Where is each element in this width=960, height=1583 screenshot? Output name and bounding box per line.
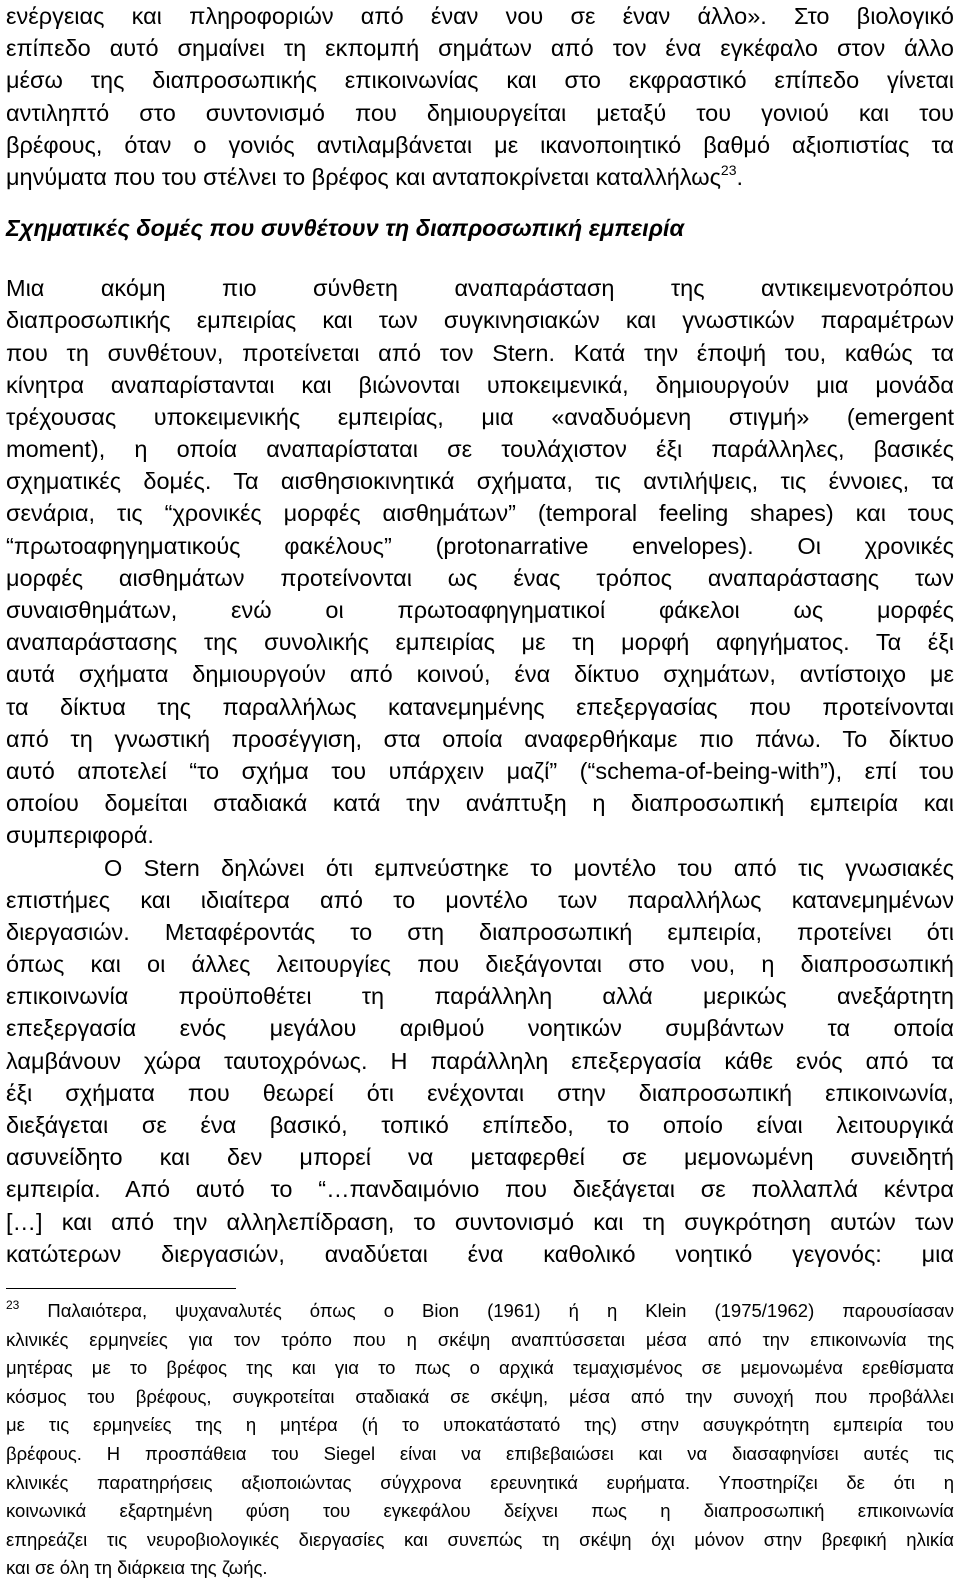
text-line: διεξάγεται σε ένα βασικό, τοπικό επίπεδο, το οποίο είναι λειτουργικά	[6, 1112, 954, 1138]
footnote-number: 23	[6, 1297, 20, 1312]
text-line: σενάρια, τις “χρονικές μορφές αισθημάτων” (temporal feeling shapes) και τους	[6, 500, 954, 527]
text-line: βρέφους, όταν ο γονιός αντιλαμβάνεται με ικανοποιητικό βαθμό αξιοπιστίας τα	[6, 131, 954, 158]
text-line: ενέργειας και πληροφοριών από έναν νου σε έναν άλλο». Στο βιολογικό	[6, 3, 954, 29]
text-line: κατώτερων διεργασιών, αναδύεται ένα καθολικό νοητικό γεγονός: μια	[6, 1240, 954, 1267]
text-line: αντιληπτό στο συντονισμό που δημιουργείται μεταξύ του γονιού και του	[6, 99, 954, 126]
text-line: εμπειρία. Από αυτό το “…πανδαιμόνιο που διεξάγεται σε πολλαπλά κέντρα	[6, 1176, 954, 1203]
text-line: […] και από την αλληλεπίδραση, το συντονισμό και τη συγκρότηση αυτών των	[6, 1208, 954, 1235]
footnote-line: επηρεάζει τις νευροβιολογικές διεργασίες και συνεπώς τη σκέψη όχι μόνον στην βρεφική ηλικία	[6, 1528, 954, 1550]
text-line: ασυνείδητο και δεν μπορεί να μεταφερθεί σε μεμονωμένη συνειδητή	[6, 1144, 954, 1171]
text-line: διαπροσωπικής εμπειρίας και των συγκινησιακών και γνωστικών παραμέτρων	[6, 307, 954, 334]
text-line: αυτά σχήματα δημιουργούν από κοινού, ένα δίκτυο σχημάτων, αντίστοιχο με	[6, 661, 954, 688]
text-line: συμπεριφορά.	[6, 822, 154, 849]
text-segment: μηνύματα που του στέλνει το βρέφος και ανταποκρίνεται καταλλήλως	[6, 163, 721, 190]
paragraph-stern	[6, 852, 954, 1270]
footnote-line: με τις ερμηνείες της η μητέρα (ή το υποκατάστατό της) στην ασυγκρότητη εμπειρία του	[6, 1414, 954, 1436]
footnote-line: και σε όλη τη διάρκεια της ζωής.	[6, 1557, 268, 1579]
text-line: αναπαράστασης της συνολικής εμπειρίας με τη μορφή αφηγήματος. Τα έξι	[6, 629, 954, 656]
footnote-line: κλινικές ερμηνείες για τον τρόπο που η σκέψη αναπτύσσεται μέσα από την επικοινωνία της	[6, 1328, 954, 1350]
text-line: όπως και οι άλλες λειτουργίες που διεξάγονται στο νου, η διαπροσωπική	[6, 951, 954, 978]
footnote-divider	[6, 1288, 236, 1289]
text-line: διεργασιών. Μεταφέροντάς το στη διαπροσωπική εμπειρία, προτείνει ότι	[6, 918, 954, 945]
text-line: επίπεδο αυτό σημαίνει τη εκπομπή σημάτων από τον ένα εγκέφαλο στον άλλο	[6, 35, 954, 62]
footnote-line: κλινικές παρατηρήσεις αξιοποιώντας σύγχρονα ερευνητικά ευρήματα. Υποστηρίζει δε ότι η	[6, 1471, 954, 1493]
text-line: τρέχουσας υποκειμενικής εμπειρίας, μια «αναδυόμενη στιγμή» (emergent	[6, 403, 954, 430]
punctuation: .	[736, 163, 744, 190]
document-page	[6, 0, 954, 1583]
footnote	[6, 1297, 954, 1583]
text-line: επεξεργασία ενός μεγάλου αριθμού νοητικών συμβάντων τα οποία	[6, 1015, 954, 1042]
footnote-line: βρέφους. Η προσπάθεια του Siegel είναι να επιβεβαιώσει και να διασαφηνίσει αυτές τις	[6, 1442, 954, 1464]
text-line: έξι σχήματα που θεωρεί ότι ενέχονται στην διαπροσωπική επικοινωνία,	[6, 1079, 954, 1106]
text-segment: Παλαιότερα, ψυχαναλυτές όπως ο Bion (1961) ή η Klein (1975/1962) παρουσίασαν	[47, 1299, 954, 1321]
text-line: moment), η οποία αναπαρίσταται σε τουλάχιστον έξι παράλληλες, βασικές	[6, 436, 954, 463]
footnote-line: μητέρας με το βρέφος της και για το πως ο αρχικά τεμαχισμένος σε μεμονωμένα ερεθίσματα	[6, 1357, 954, 1379]
text-line: που τη συνθέτουν, προτείνεται από τον Stern. Κατά την έποψή του, καθώς τα	[6, 339, 954, 366]
text-line: οποίου δομείται σταδιακά κατά την ανάπτυξη η διαπροσωπική εμπειρία και	[6, 790, 954, 817]
paragraph-schemas	[6, 272, 954, 851]
text-line: από τη γνωστική προσέγγιση, στα οποία αναφερθήκαμε πιο πάνω. Το δίκτυο	[6, 725, 954, 752]
text-line: μέσω της διαπροσωπικής επικοινωνίας και στο εκφραστικό επίπεδο γίνεται	[6, 67, 954, 94]
section-heading: Σχηματικές δομές που συνθέτουν τη διαπροσωπική εμπειρία	[6, 215, 685, 242]
text-line: συναισθημάτων, ενώ οι πρωτοαφηγηματικοί φάκελοι ως μορφές	[6, 597, 954, 623]
text-line: επικοινωνία προϋποθέτει τη παράλληλη αλλά μερικώς ανεξάρτητη	[6, 983, 954, 1010]
text-line: τα δίκτυα της παραλλήλως κατανεμημένης επεξεργασίας που προτείνονται	[6, 693, 954, 720]
text-line: επιστήμες και ιδιαίτερα από το μοντέλο των παραλλήλως κατανεμημένων	[6, 886, 954, 913]
text-line: “πρωτοαφηγηματικούς φακέλους” (protonarrative envelopes). Οι χρονικές	[6, 532, 954, 559]
text-line: λαμβάνουν χώρα ταυτοχρόνως. Η παράλληλη επεξεργασία κάθε ενός από τα	[6, 1047, 954, 1074]
text-line: σχηματικές δομές. Τα αισθησιοκινητικά σχήματα, τις αντιλήψεις, τις έννοιες, τα	[6, 468, 954, 495]
text-line: κίνητρα αναπαρίστανται και βιώνονται υποκειμενικά, δημιουργούν μια μονάδα	[6, 371, 954, 398]
intro-paragraph	[6, 0, 954, 193]
footnote-reference[interactable]: 23	[720, 161, 737, 178]
text-line: μορφές αισθημάτων προτείνονται ως ένας τρόπος αναπαράστασης των	[6, 564, 954, 591]
text-line: αυτό αποτελεί “το σχήμα του υπάρχειν μαζί” (“schema-of-being-with”), επί του	[6, 757, 954, 784]
text-line: Μια ακόμη πιο σύνθετη αναπαράσταση της αντικειμενοτρόπου	[6, 275, 954, 302]
text-line	[6, 161, 954, 193]
footnote-line: κόσμος του βρέφους, συγκροτείται σταδιακά σε σκέψη, μέσα από την συνοχή που προβάλλει	[6, 1385, 954, 1407]
text-line: Ο Stern δηλώνει ότι εμπνεύστηκε το μοντέλο του από τις γνωσιακές	[104, 854, 954, 881]
footnote-line	[6, 1297, 954, 1326]
footnote-line: κοινωνικά εξαρτημένη φύση του εγκεφάλου δείχνει πως η διαπροσωπική επικοινωνία	[6, 1500, 954, 1522]
